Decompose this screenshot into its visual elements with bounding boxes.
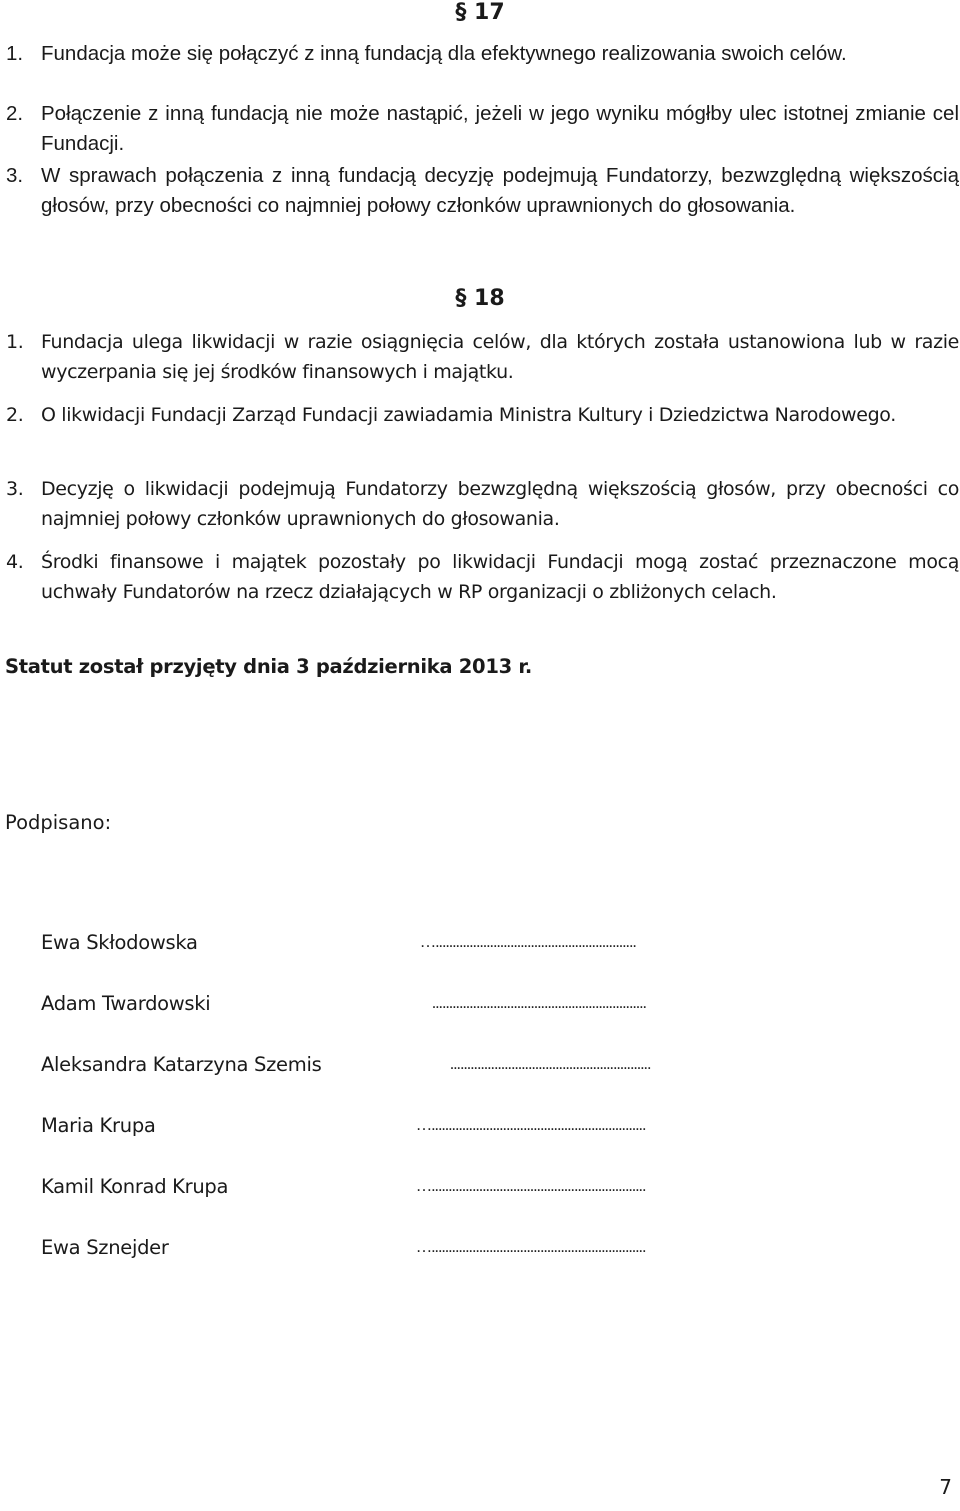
signature-line: …........................................................... xyxy=(420,934,637,951)
page-number: 7 xyxy=(939,1475,952,1499)
signature-line: …............................................................... xyxy=(416,1178,646,1195)
item-number: 1. xyxy=(6,331,24,353)
item-text: O likwidacji Fundacji Zarząd Fundacji zawiadamia Ministra Kultury i Dziedzictwa Narodowego. xyxy=(41,404,896,426)
item-number: 1. xyxy=(6,42,24,65)
signature-line: …............................................................... xyxy=(416,1117,646,1134)
item-number: 3. xyxy=(6,478,24,500)
item-number: 4. xyxy=(6,551,24,573)
item-number: 2. xyxy=(6,404,24,426)
signature-line: …............................................................... xyxy=(416,1239,646,1256)
signatory-row xyxy=(0,1233,960,1263)
item-text: Fundacja ulega likwidacji w razie osiągnięcia celów, dla których została ustanowiona lub w razie wyczerpania się jej środków finansowych i majątku. xyxy=(41,331,959,383)
signature-line: ............................................................... xyxy=(432,995,647,1012)
statute-adoption-note: Statut został przyjęty dnia 3 października 2013 r. xyxy=(5,655,532,678)
signatory-name: Ewa Skłodowska xyxy=(41,931,198,954)
signatory-name: Aleksandra Katarzyna Szemis xyxy=(41,1053,322,1076)
signature-line: ........................................................... xyxy=(450,1056,651,1073)
signatory-name: Adam Twardowski xyxy=(41,992,211,1015)
item-text: W sprawach połączenia z inną fundacją decyzję podejmują Fundatorzy, bezwzględną większością głosów, przy obecności co najmniej połowy członków uprawnionych do głosowania. xyxy=(41,164,959,217)
signatory-name: Kamil Konrad Krupa xyxy=(41,1175,229,1198)
signed-label: Podpisano: xyxy=(5,811,112,834)
item-number: 2. xyxy=(6,102,24,125)
item-text: Fundacja może się połączyć z inną fundacją dla efektywnego realizowania swoich celów. xyxy=(41,42,847,65)
signatory-row xyxy=(0,1111,960,1141)
item-text: Połączenie z inną fundacją nie może nastąpić, jeżeli w jego wyniku mógłby ulec istotnej zmianie cel Fundacji. xyxy=(41,102,959,155)
section-17-heading: § 17 xyxy=(455,0,505,25)
signatory-row xyxy=(0,989,960,1019)
signatory-row xyxy=(0,1172,960,1202)
signatory-name: Maria Krupa xyxy=(41,1114,156,1137)
signatory-row xyxy=(0,1050,960,1080)
signatory-row xyxy=(0,928,960,958)
section-18-heading: § 18 xyxy=(455,286,505,311)
item-number: 3. xyxy=(6,164,24,187)
item-text: Środki finansowe i majątek pozostały po likwidacji Fundacji mogą zostać przeznaczone mocą uchwały Fundatorów na rzecz działających w RP organizacji o zbliżonych celach. xyxy=(41,551,959,603)
signatory-name: Ewa Sznejder xyxy=(41,1236,169,1259)
item-text: Decyzję o likwidacji podejmują Fundatorzy bezwzględną większością głosów, przy obecności co najmniej połowy członków uprawnionych do głosowania. xyxy=(41,478,959,530)
